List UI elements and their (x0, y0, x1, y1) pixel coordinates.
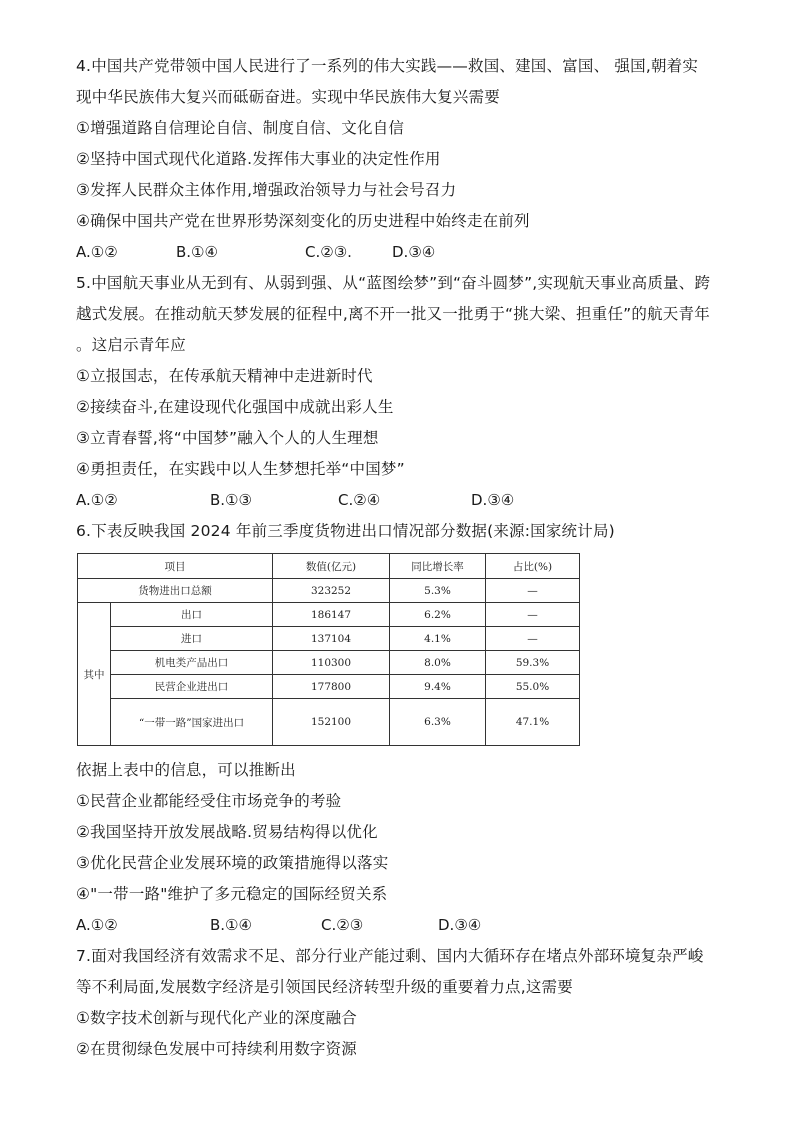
q7-stem-line1: 7.面对我国经济有效需求不足、部分行业产能过剩、国内大循环存在堵点外部环境复杂严峻 (76, 947, 704, 965)
row-share: 55.0% (486, 675, 580, 699)
q6-option-c: C.②③ (321, 916, 364, 934)
q6-option-b: B.①④ (210, 916, 252, 934)
row-growth: 8.0% (390, 651, 486, 675)
q5-item-1: ①立报国志，在传承航天精神中走进新时代 (76, 367, 373, 385)
q5-option-a: A.①② (76, 491, 118, 509)
q5-item-2: ②接续奋斗,在建设现代化强国中成就出彩人生 (76, 398, 394, 416)
q5-stem-line1: 5.中国航天事业从无到有、从弱到强、从“蓝图绘梦”到“奋斗圆梦”,实现航天事业高质量、跨 (76, 274, 711, 292)
trade-data-table (77, 553, 580, 746)
row-label: 进口 (111, 627, 273, 651)
q5-item-4: ④勇担责任，在实践中以人生梦想托举“中国梦” (76, 460, 405, 478)
group-label: 其中 (78, 603, 111, 746)
table-row (78, 603, 580, 627)
total-row-share: — (486, 579, 580, 603)
table-row (78, 627, 580, 651)
header-value: 数值(亿元) (273, 554, 390, 579)
row-share: 47.1% (486, 699, 580, 746)
row-value: 177800 (273, 675, 390, 699)
row-value: 186147 (273, 603, 390, 627)
q4-option-b: B.①④ (176, 243, 218, 261)
q4-option-c: C.②③. (305, 243, 352, 261)
q5-option-d: D.③④ (471, 491, 515, 509)
row-label: 民营企业进出口 (111, 675, 273, 699)
total-row-growth: 5.3% (390, 579, 486, 603)
q6-option-a: A.①② (76, 916, 118, 934)
total-row-label: 货物进出口总额 (78, 579, 273, 603)
q5-stem-line2: 越式发展。在推动航天梦发展的征程中,离不开一批又一批勇于“挑大梁、担重任”的航天青年 (76, 305, 710, 323)
row-growth: 6.2% (390, 603, 486, 627)
row-label: 出口 (111, 603, 273, 627)
q6-item-3: ③优化民营企业发展环境的政策措施得以落实 (76, 854, 389, 872)
row-label: “一带一路”国家进出口 (111, 699, 273, 746)
q6-lead: 依据上表中的信息，可以推断出 (76, 761, 296, 779)
row-share: 59.3% (486, 651, 580, 675)
row-value: 110300 (273, 651, 390, 675)
header-share: 占比(%) (486, 554, 580, 579)
q4-item-1: ①增强道路自信理论自信、制度自信、文化自信 (76, 119, 405, 137)
row-label: 机电类产品出口 (111, 651, 273, 675)
q6-stem: 6.下表反映我国 2024 年前三季度货物进出口情况部分数据(来源:国家统计局) (76, 522, 615, 540)
q7-item-2: ②在贯彻绿色发展中可持续利用数字资源 (76, 1040, 357, 1058)
table-row (78, 651, 580, 675)
q4-option-a: A.①② (76, 243, 118, 261)
q4-item-2: ②坚持中国式现代化道路.发挥伟大事业的决定性作用 (76, 150, 441, 168)
q5-item-3: ③立青春誓,将“中国梦”融入个人的人生理想 (76, 429, 379, 447)
q5-option-b: B.①③ (210, 491, 252, 509)
row-value: 152100 (273, 699, 390, 746)
q4-stem-line1: 4.中国共产党带领中国人民进行了一系列的伟大实践——救国、建国、富国、 强国,朝着实 (76, 57, 699, 75)
q6-item-2: ②我国坚持开放发展战略.贸易结构得以优化 (76, 823, 378, 841)
q7-stem-line2: 等不利局面,发展数字经济是引领国民经济转型升级的重要着力点,这需要 (76, 978, 573, 996)
q7-item-1: ①数字技术创新与现代化产业的深度融合 (76, 1009, 357, 1027)
q5-option-c: C.②④ (338, 491, 381, 509)
q4-option-d: D.③④ (392, 243, 436, 261)
q6-item-1: ①民营企业都能经受住市场竞争的考验 (76, 792, 342, 810)
q4-item-4: ④确保中国共产党在世界形势深刻变化的历史进程中始终走在前列 (76, 212, 530, 230)
table-row (78, 579, 580, 603)
q6-item-4: ④"一带一路"维护了多元稳定的国际经贸关系 (76, 885, 388, 903)
row-value: 137104 (273, 627, 390, 651)
header-growth: 同比增长率 (390, 554, 486, 579)
row-growth: 6.3% (390, 699, 486, 746)
table-row (78, 675, 580, 699)
row-growth: 4.1% (390, 627, 486, 651)
q4-item-3: ③发挥人民群众主体作用,增强政治领导力与社会号召力 (76, 181, 457, 199)
row-share: — (486, 603, 580, 627)
total-row-value: 323252 (273, 579, 390, 603)
row-growth: 9.4% (390, 675, 486, 699)
q5-stem-line3: 。这启示青年应 (76, 336, 186, 354)
header-item: 项目 (78, 554, 273, 579)
table-header-row (78, 554, 580, 579)
row-share: — (486, 627, 580, 651)
q4-stem-line2: 现中华民族伟大复兴而砥砺奋进。实现中华民族伟大复兴需要 (76, 88, 500, 106)
table-row (78, 699, 580, 746)
q6-option-d: D.③④ (438, 916, 482, 934)
